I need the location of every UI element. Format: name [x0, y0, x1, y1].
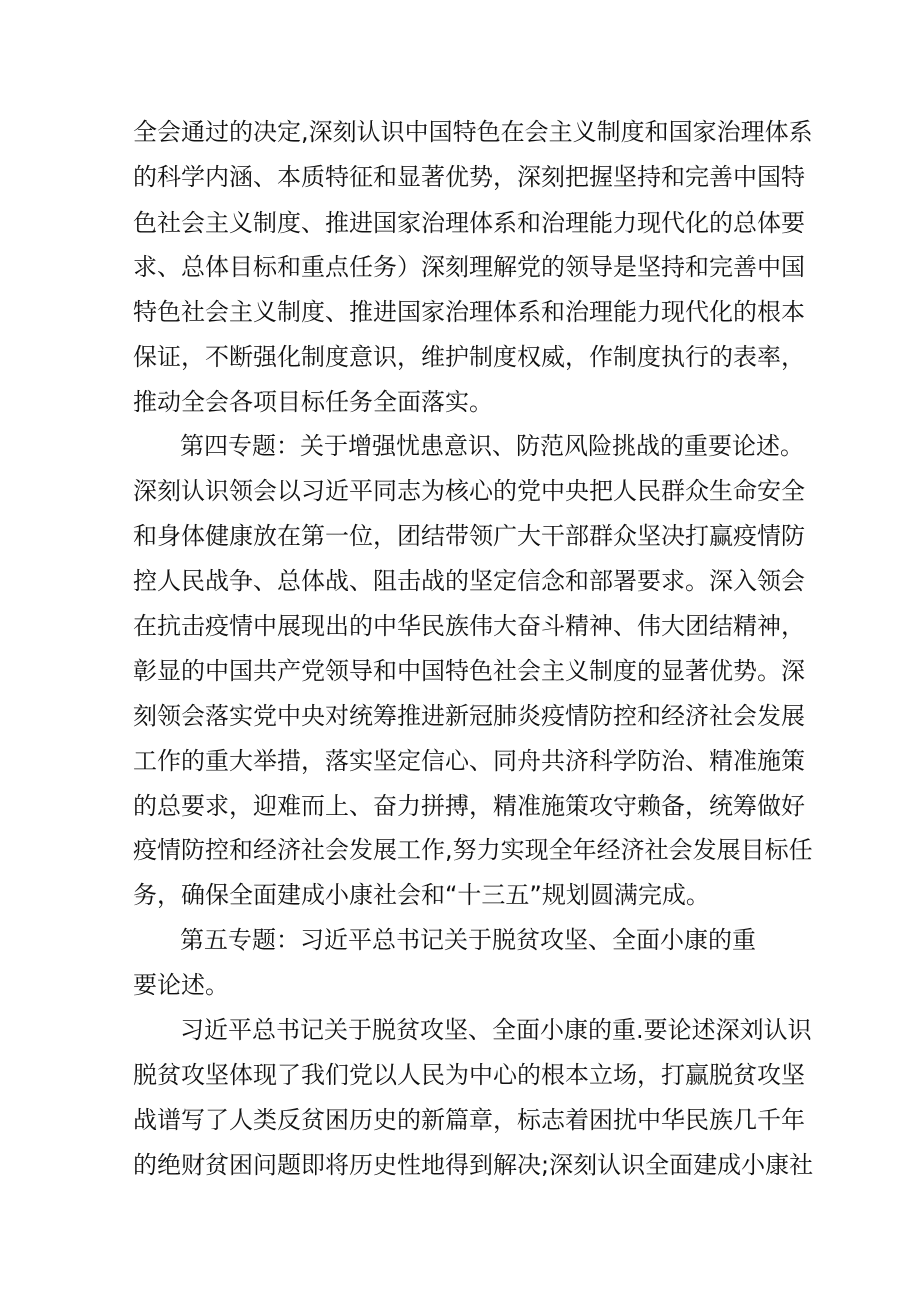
body-text-line: 习近平总书记关于脱贫攻坚、全面小康的重.要论述深刘认识 [180, 1016, 812, 1044]
body-text-line: 务，确保全面建成小康社会和“十三五”规划圆满完成。 [133, 881, 710, 909]
body-text-line: 疫情防控和经济社会发展工作,努力实现全年经济社会发展目标任 [133, 836, 813, 864]
body-text-line: 的绝财贫困问题即将历史性地得到解决;深刻认识全面建成小康社 [133, 1151, 814, 1179]
body-text-line: 全会通过的决定,深刻认识中国特色在会主义制度和国家治理体系 [133, 118, 813, 146]
body-text-line: 的总要求，迎难而上、奋力拼搏，精准施策攻守赖备，统筹做好 [133, 792, 805, 820]
body-text-line: 深刻认识领会以习近平同志为核心的党中央把人民群众生命安全 [133, 477, 805, 505]
body-text-line: 彰显的中国共产党领导和中国特色社会主义制度的显著优势。深 [133, 657, 805, 685]
body-text-line: 的科学内涵、本质特征和显著优势，深刻把握坚持和完善中国特 [133, 163, 805, 191]
section-heading-5-continued: 要论述。 [133, 971, 229, 999]
body-text-line: 色社会主义制度、推进国家治理体系和治理能力现代化的总体要 [133, 209, 805, 237]
body-text-line: 保证，不断强化制度意识，维护制度权威，作制度执行的表率， [133, 343, 805, 371]
body-text-line: 战谱写了人类反贫困历史的新篇章，标志着困扰中华民族几千年 [133, 1106, 805, 1134]
body-text-line: 和身体健康放在第一位，团结带领广大干部群众坚决打赢疫情防 [133, 522, 805, 550]
body-text-line: 工作的重大举措，落实坚定信心、同舟共济科学防治、精准施策 [133, 747, 805, 775]
section-heading-4: 第四专题：关于增强忧患意识、防范风险挑战的重要论述。 [180, 432, 804, 460]
body-text-line: 脱贫攻坚体现了我们党以人民为中心的根本立场，打赢脱贫攻坚 [133, 1061, 805, 1089]
body-text-line: 刻领会落实党中央对统筹推进新冠肺炎疫情防控和经济社会发展 [133, 702, 805, 730]
body-text-line: 推动全会各项目标任务全面落实。 [133, 388, 493, 416]
body-text-line: 求、总体目标和重点任务）深刻理解党的领导是坚持和完善中国 [133, 253, 805, 281]
body-text-line: 在抗击疫情中展现出的中华民族伟大奋斗精神、伟大团结精神， [133, 612, 805, 640]
section-heading-5: 第五专题：习近平总书记关于脱贫攻坚、全面小康的重 [180, 926, 756, 954]
body-text-line: 特色社会主义制度、推进国家治理体系和治理能力现代化的根本 [133, 298, 805, 326]
body-text-line: 控人民战争、总体战、阻击战的坚定信念和部署要求。深入领会 [133, 567, 805, 595]
